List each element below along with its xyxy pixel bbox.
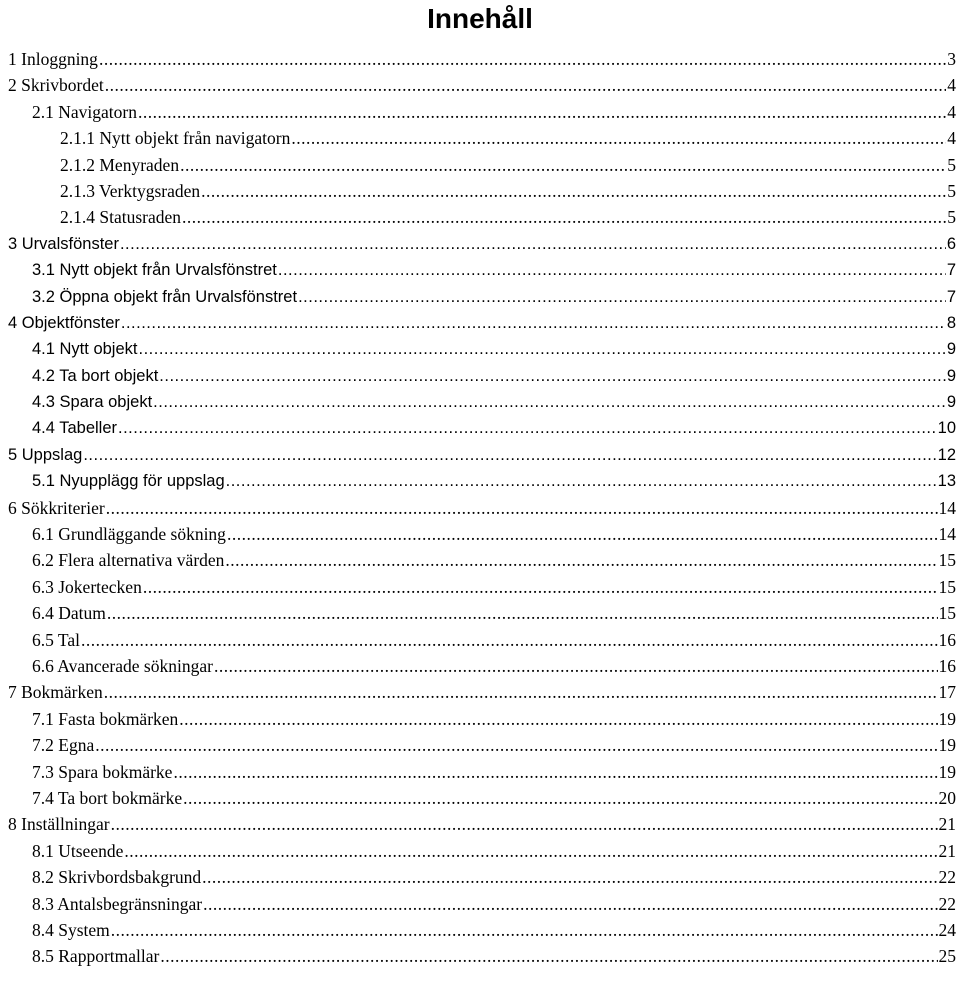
- toc-entry[interactable]: [0, 574, 960, 600]
- toc-dot-leader: [138, 336, 945, 362]
- toc-dot-leader: [118, 415, 937, 441]
- toc-entry-page-number: 13: [937, 472, 956, 491]
- toc-entry-page-number: 15: [938, 603, 956, 624]
- toc-dot-leader: [138, 99, 946, 125]
- toc-dot-leader: [225, 547, 937, 573]
- toc-entry[interactable]: [0, 653, 960, 679]
- toc-entry[interactable]: [0, 468, 960, 494]
- toc-entry-page-number: 12: [937, 445, 956, 464]
- toc-dot-leader: [201, 178, 946, 204]
- toc-entry[interactable]: [0, 336, 960, 362]
- toc-dot-leader: [298, 284, 946, 310]
- toc-dot-leader: [183, 785, 937, 811]
- toc-entry-title: 6.6 Avancerade sökningar: [32, 655, 213, 676]
- toc-entry-title: 5.1 Nyupplägg för uppslag: [32, 472, 225, 491]
- toc-entry-title: 4.1 Nytt objekt: [32, 340, 138, 359]
- table-of-contents: [0, 46, 960, 970]
- toc-entry-page-number: 21: [938, 814, 956, 835]
- toc-dot-leader: [173, 759, 937, 785]
- toc-entry-title: 3 Urvalsfönster: [8, 234, 119, 253]
- toc-entry[interactable]: [0, 864, 960, 890]
- toc-entry-page-number: 3: [947, 49, 956, 69]
- toc-entry-title: 8.3 Antalsbegränsningar: [32, 893, 203, 914]
- toc-dot-leader: [120, 231, 946, 257]
- toc-entry[interactable]: [0, 442, 960, 468]
- toc-dot-leader: [153, 389, 946, 415]
- toc-entry-page-number: 22: [938, 867, 956, 888]
- toc-entry-title: 4.3 Spara objekt: [32, 393, 153, 412]
- toc-entry-title: 4.2 Ta bort objekt: [32, 366, 159, 385]
- toc-dot-leader: [83, 442, 936, 468]
- toc-entry-page-number: 6: [946, 234, 956, 253]
- toc-entry-title: 2.1.3 Verktygsraden: [60, 180, 201, 201]
- toc-entry-title: 4 Objektfönster: [8, 313, 120, 332]
- toc-entry[interactable]: [0, 917, 960, 943]
- toc-entry-page-number: 21: [938, 840, 956, 861]
- toc-dot-leader: [143, 574, 938, 600]
- toc-entry[interactable]: [0, 732, 960, 758]
- toc-entry[interactable]: [0, 72, 960, 98]
- toc-entry[interactable]: [0, 389, 960, 415]
- toc-entry-page-number: 8: [946, 313, 956, 332]
- toc-entry-page-number: 9: [946, 340, 956, 359]
- toc-entry[interactable]: [0, 99, 960, 125]
- toc-entry[interactable]: [0, 178, 960, 204]
- toc-dot-leader: [226, 468, 937, 494]
- toc-entry-title: 3.2 Öppna objekt från Urvalsfönstret: [32, 287, 298, 306]
- toc-entry-title: 7.4 Ta bort bokmärke: [32, 787, 183, 808]
- toc-dot-leader: [111, 917, 938, 943]
- toc-entry-page-number: 7: [946, 287, 956, 306]
- toc-entry-title: 6.3 Jokertecken: [32, 576, 142, 597]
- toc-entry[interactable]: [0, 46, 960, 72]
- toc-entry-title: 5 Uppslag: [8, 445, 83, 464]
- toc-entry-title: 7 Bokmärken: [8, 682, 103, 703]
- toc-entry-page-number: 15: [938, 576, 956, 597]
- toc-entry-title: 2.1 Navigatorn: [32, 101, 137, 122]
- toc-entry-page-number: 22: [938, 893, 956, 914]
- toc-entry-page-number: 19: [938, 735, 956, 756]
- toc-dot-leader: [202, 864, 937, 890]
- toc-dot-leader: [81, 627, 937, 653]
- toc-entry-title: 4.4 Tabeller: [32, 419, 118, 438]
- toc-entry-title: 2.1.2 Menyraden: [60, 154, 180, 175]
- toc-entry-title: 7.1 Fasta bokmärken: [32, 708, 179, 729]
- toc-entry-title: 2.1.1 Nytt objekt från navigatorn: [60, 128, 291, 149]
- toc-entry-title: 8.2 Skrivbordsbakgrund: [32, 867, 202, 888]
- toc-entry-page-number: 15: [938, 550, 956, 571]
- toc-dot-leader: [106, 495, 938, 521]
- toc-entry[interactable]: [0, 204, 960, 230]
- toc-dot-leader: [104, 679, 938, 705]
- toc-dot-leader: [111, 811, 938, 837]
- toc-entry-title: 6.1 Grundläggande sökning: [32, 524, 226, 545]
- toc-dot-leader: [95, 732, 937, 758]
- toc-entry-title: 8 Inställningar: [8, 814, 110, 835]
- toc-entry-title: 6.4 Datum: [32, 603, 106, 624]
- toc-entry[interactable]: [0, 495, 960, 521]
- toc-entry-title: 6.2 Flera alternativa värden: [32, 550, 225, 571]
- toc-entry-page-number: 19: [938, 761, 956, 782]
- toc-entry-page-number: 16: [938, 655, 956, 676]
- toc-entry[interactable]: [0, 891, 960, 917]
- toc-entry-page-number: 10: [937, 419, 956, 438]
- toc-dot-leader: [105, 72, 946, 98]
- toc-dot-leader: [182, 204, 946, 230]
- toc-entry[interactable]: [0, 125, 960, 151]
- toc-dot-leader: [179, 706, 937, 732]
- toc-entry[interactable]: [0, 706, 960, 732]
- toc-entry[interactable]: [0, 415, 960, 441]
- toc-entry-page-number: 17: [938, 682, 956, 703]
- toc-entry-page-number: 4: [947, 75, 956, 96]
- toc-dot-leader: [121, 310, 946, 336]
- toc-entry[interactable]: [0, 679, 960, 705]
- toc-entry[interactable]: [0, 152, 960, 178]
- toc-dot-leader: [278, 257, 946, 283]
- toc-entry-page-number: 16: [938, 629, 956, 650]
- toc-entry-title: 8.5 Rapportmallar: [32, 946, 160, 967]
- toc-dot-leader: [291, 125, 946, 151]
- toc-dot-leader: [99, 46, 946, 72]
- toc-entry[interactable]: [0, 547, 960, 573]
- toc-dot-leader: [203, 891, 937, 917]
- toc-entry-title: 8.1 Utseende: [32, 840, 124, 861]
- toc-entry-page-number: 9: [946, 393, 956, 412]
- toc-entry[interactable]: [0, 627, 960, 653]
- toc-entry[interactable]: [0, 759, 960, 785]
- toc-dot-leader: [180, 152, 946, 178]
- toc-entry-title: 6 Sökkriterier: [8, 497, 105, 518]
- toc-entry-page-number: 20: [938, 787, 956, 808]
- toc-entry-page-number: 4: [947, 101, 956, 122]
- toc-entry-page-number: 19: [938, 708, 956, 729]
- toc-entry-page-number: 5: [947, 207, 956, 228]
- toc-entry[interactable]: [0, 310, 960, 336]
- toc-entry[interactable]: [0, 943, 960, 969]
- toc-entry-page-number: 7: [946, 261, 956, 280]
- toc-entry[interactable]: [0, 363, 960, 389]
- toc-entry-page-number: 25: [938, 946, 956, 967]
- toc-entry-title: 6.5 Tal: [32, 629, 81, 650]
- toc-entry[interactable]: [0, 284, 960, 310]
- toc-entry-page-number: 5: [947, 154, 956, 175]
- toc-dot-leader: [124, 838, 937, 864]
- toc-entry[interactable]: [0, 521, 960, 547]
- toc-dot-leader: [214, 653, 938, 679]
- toc-entry-title: 8.4 System: [32, 919, 110, 940]
- toc-entry-page-number: 4: [947, 128, 956, 149]
- toc-entry-page-number: 24: [938, 919, 956, 940]
- toc-entry-title: 3.1 Nytt objekt från Urvalsfönstret: [32, 261, 277, 280]
- toc-entry-title: 7.2 Egna: [32, 735, 95, 756]
- toc-entry-title: 2 Skrivbordet: [8, 75, 104, 96]
- toc-entry[interactable]: [0, 600, 960, 626]
- toc-dot-leader: [107, 600, 938, 626]
- toc-dot-leader: [227, 521, 938, 547]
- toc-entry[interactable]: [0, 785, 960, 811]
- toc-entry[interactable]: [0, 811, 960, 837]
- toc-entry-title: 7.3 Spara bokmärke: [32, 761, 173, 782]
- toc-heading: Innehåll: [427, 3, 533, 34]
- toc-entry-title: 2.1.4 Statusraden: [60, 207, 182, 228]
- toc-entry-page-number: 14: [938, 497, 956, 518]
- toc-entry-page-number: 5: [947, 180, 956, 201]
- toc-dot-leader: [160, 943, 937, 969]
- toc-entry-title: 1 Inloggning: [8, 49, 98, 69]
- toc-dot-leader: [159, 363, 946, 389]
- toc-entry-page-number: 9: [946, 366, 956, 385]
- toc-entry[interactable]: [0, 231, 960, 257]
- toc-entry[interactable]: [0, 257, 960, 283]
- toc-entry[interactable]: [0, 838, 960, 864]
- toc-entry-page-number: 14: [938, 524, 956, 545]
